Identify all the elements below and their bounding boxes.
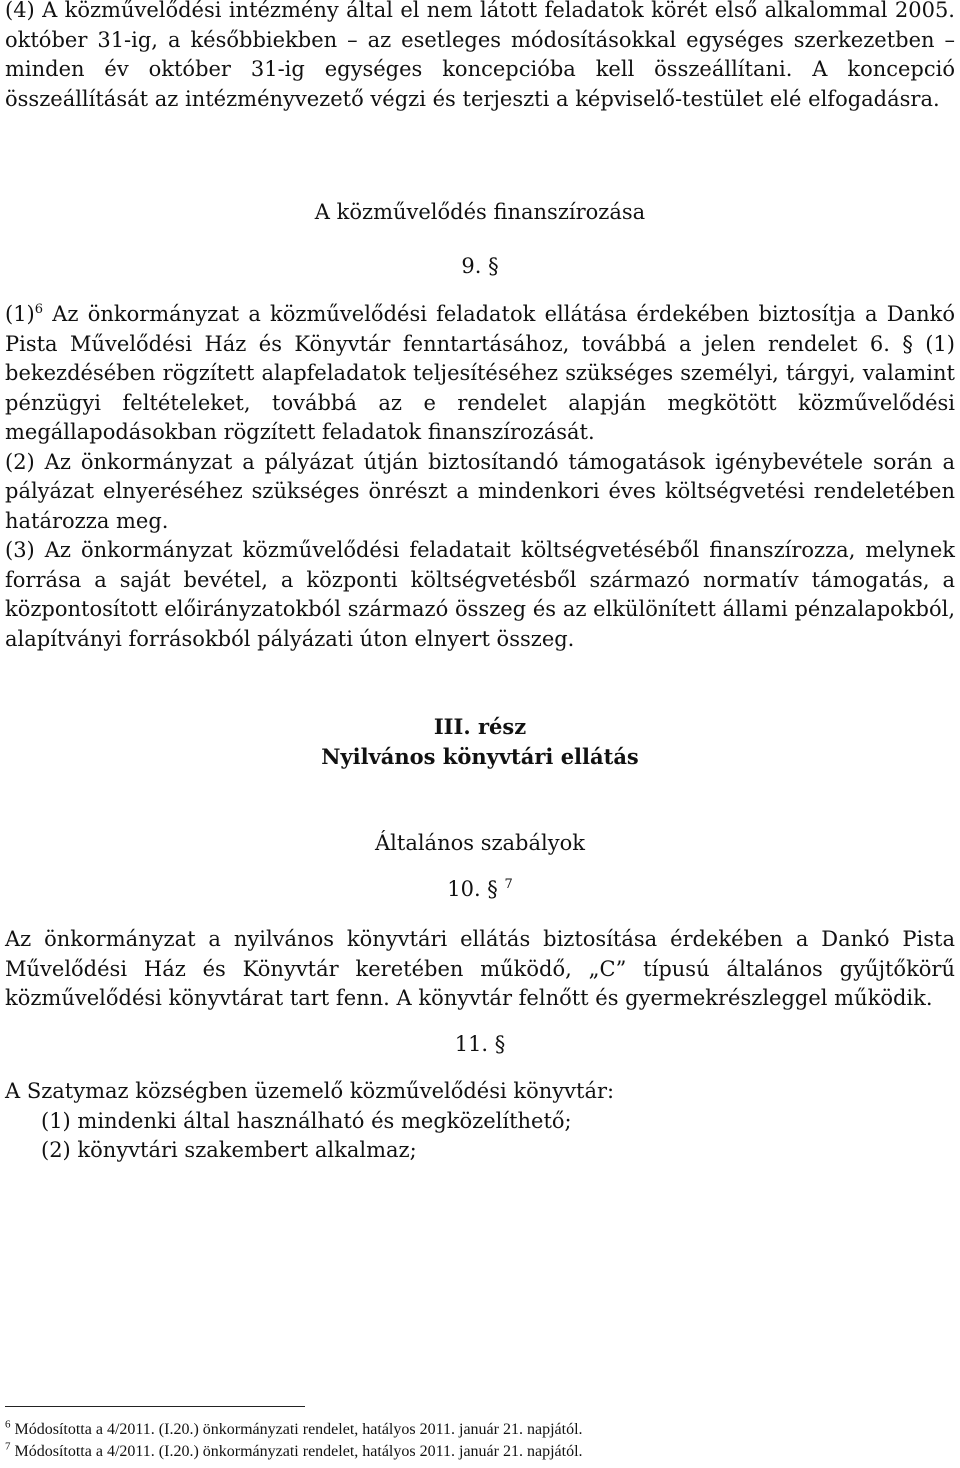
footnote-6 xyxy=(5,1420,583,1440)
section-10-label: 10. § xyxy=(447,876,498,901)
footnote-text: Módosította a 4/2011. (I.20.) önkormányzati rendelet, hatályos 2011. január 21. napjától. xyxy=(10,1421,583,1438)
footnote-7 xyxy=(5,1442,583,1462)
footnote-text: Módosította a 4/2011. (I.20.) önkormányzati rendelet, hatályos 2011. január 21. napjától. xyxy=(10,1443,583,1460)
paragraph-number: (1) xyxy=(5,302,35,326)
footnote-ref-7: 7 xyxy=(504,876,513,892)
document-page xyxy=(5,0,955,1166)
section-9-number: 9. § xyxy=(461,253,499,278)
part-title: Nyilvános könyvtári ellátás xyxy=(321,743,639,769)
list-item: (2) könyvtári szakembert alkalmaz; xyxy=(41,1138,417,1162)
part-label: III. rész xyxy=(433,714,527,739)
section-9-paragraph-1 xyxy=(5,300,955,448)
paragraph-text: Az önkormányzat a közművelődési feladatok ellátása érdekében biztosítja a Dankó Pista Művelődési Ház és Könyvtár fenntartásához, továbbá a jelen rendelet 6. § (1) bekezdésében rögzített alapfeladatok teljesítéséhez szükséges személyi, tárgyi, valamint pénzügyi feltételeket, továbbá az e rendelet alapján megkötött közművelődési megállapodásokban rögzített feladatok finanszírozását. xyxy=(5,302,955,444)
footnote-divider xyxy=(5,1406,305,1407)
list-item: (1) mindenki által használható és megközelíthető; xyxy=(41,1108,572,1133)
section-10-text: Az önkormányzat a nyilvános könyvtári ellátás biztosítása érdekében a Dankó Pista Művelődési Ház és Könyvtár keretében működő, „C” típusú általános gyűjtőkörű közművelődési könyvtárat tart fenn. A könyvtár felnőtt és gyermekrészleggel működik. xyxy=(5,927,955,1010)
section-9-paragraph-3: (3) Az önkormányzat közművelődési feladatait költségvetéséből finanszírozza, melynek forrása a saját bevétel, a központi költségvetésből származó normatív támogatás, a központosított előirányzatokból származó összeg és az elkülönített állami pénzalapokból, alapítványi forrásokból pályázati úton elnyert összeg. xyxy=(5,538,955,651)
subheading-general-rules: Általános szabályok xyxy=(375,831,585,855)
section-heading-financing: A közművelődés finanszírozása xyxy=(314,200,646,224)
section-11-intro: A Szatymaz községben üzemelő közművelődési könyvtár: xyxy=(5,1079,615,1103)
section-10-number xyxy=(5,875,955,905)
footnote-number: 6 xyxy=(5,1418,11,1431)
footnote-number: 7 xyxy=(5,1440,11,1453)
paragraph-4: (4) A közművelődési intézmény által el nem látott feladatok körét első alkalommal 2005. október 31-ig, a későbbiekben – az esetleges módosításokkal egységes szerkezetben – minden év október 31-ig egységes koncepcióba kell összeállítani. A koncepció összeállítását az intézményvezető végzi és terjeszti a képviselő-testület elé elfogadásra. xyxy=(5,0,955,111)
footnote-ref-6: 6 xyxy=(34,302,44,317)
section-11-number: 11. § xyxy=(454,1031,506,1056)
section-9-paragraph-2: (2) Az önkormányzat a pályázat útján biztosítandó támogatások igénybevétele során a pályázat elnyeréséhez szükséges önrészt a mindenkori éves költségvetési rendeletében határozza meg. xyxy=(5,449,955,533)
